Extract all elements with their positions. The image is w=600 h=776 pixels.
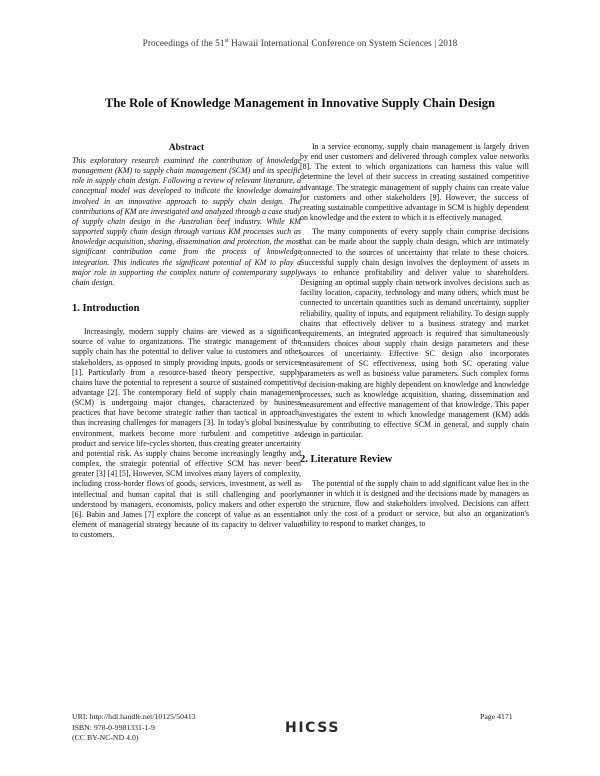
section-heading-introduction: 1. Introduction — [72, 303, 140, 315]
page-number: Page 4171 — [480, 712, 513, 721]
proceedings-header: Proceedings of the 51st Hawaii International Conference on System Sciences | 2018 — [142, 38, 458, 49]
footer-uri: URI: http://hdl.handle.net/10125/50413 — [72, 712, 196, 721]
literature-review-paragraph: The potential of the supply chain to add significant value lies in the manner in which it is designed and the decisions made by managers as to the structure, flow and stakeholders involved. Decisions can affect not only the cost of a product or service, but also an organization's ability to respond to market changes, to — [300, 478, 529, 529]
paper-title: The Role of Knowledge Management in Innovative Supply Chain Design — [104, 96, 496, 110]
footer-license: (CC BY-NC-ND 4.0) — [72, 733, 139, 742]
body-paragraph-2: The many components of every supply chain comprise decisions that can be made about the supply chain design, which are intimately connected to the sources of uncertainty that relate to these choices. Successful supply chain design involves the deployment of assets in ways to enhance profitability and deliver value to shareholders. Designing an optimal supply chain network involves decisions such as facility location, capacity, technology and many others, which must be connected to uncertain quantities such as demand uncertainty, supplier reliability, quality of inputs, and equipment reliability. To design supply chains that effectively deliver to a business strategy and market requirements, an integrated approach is required that simultaneously considers choices about supply chain design parameters and these sources of uncertainty. Effective SC design also incorporates measurement of SC effectiveness, using both SC operating value parameters as well as business value parameters. Such complex forms of decision-making are highly dependent on knowledge and knowledge processes, such as knowledge acquisition, sharing, dissemination and measurement and effective management of that knowledge. This paper investigates the extent to which knowledge management (KM) adds value by contributing to effective SCM in general, and supply chain design in particular. — [300, 227, 529, 440]
left-column — [72, 142, 301, 540]
right-column — [300, 142, 529, 529]
footer-isbn: ISBN: 978-0-9981331-1-9 — [72, 722, 155, 732]
hicss-logo: HICSS — [285, 720, 340, 736]
abstract-text: This exploratory research examined the contribution of knowledge management (KM) to supply chain management (SCM) and its specific role in supply chain design. Following a review of relevant literature, a conceptual model was developed to indicate the knowledge domains involved in an innovative approach to supply chain design. The contributions of KM are investigated and analyzed through a case study of supply chain design in the Australian beef industry. While KM supported supply chain design through various KM processes such as knowledge acquisition, sharing, dissemination and protection, the most significant contribution came from the process of knowledge integration. This indicates the significant potential of KM to play a major role in supporting the complex nature of contemporary supply chain design. — [72, 156, 301, 287]
body-paragraph-1: In a service economy, supply chain management is largely driven by end user customers and delivered through complex value networks [8]. The extent to which organizations can harness this value will determine the level of their success in creating sustained competitive advantage. The strategic management of supply chains can create value for customers and other stakeholders [9]. However, the success of creating sustainable competitive advantage in SCM is highly dependent on knowledge and the extent to which it is effectively managed. — [300, 142, 529, 223]
abstract-heading: Abstract — [168, 143, 205, 153]
introduction-paragraph: Increasingly, modern supply chains are viewed as a significant source of value to organizations. The strategic management of the supply chain has the potential to deliver value to customers and other stakeholders, as opposed to simply providing inputs, goods or services [1]. Particularly from a resource-based theory perspective, supply chains have the potential to represent a source of sustained competitive advantage [2]. The contemporary field of supply chain management (SCM) is undergoing major changes, characterized by business practices that have become strategic rather than tactical in approach, thus increasing challenges for managers [3]. In today's global business environment, markets become more turbulent and competitive as product and service life-cycles shorten, thus creating greater uncertainty and potential risk. As supply chains become increasingly lengthy and complex, the strategic potential of effective SCM has never been greater [3] [4] [5]. However, SCM involves many layers of complexity, including cross-border flows of goods, services, investment, as well as intellectual and human capital that is still challenging and poorly understood by managers, economists, policy makers and other experts [6]. Babin and James [7] explore the concept of value as an essential element of managerial strategy because of its capacity to deliver value to customers. — [72, 327, 301, 540]
ordinal-superscript: st — [224, 38, 229, 44]
footer-identifiers — [72, 712, 196, 744]
section-heading-literature-review: 2. Literature Review — [300, 453, 393, 465]
